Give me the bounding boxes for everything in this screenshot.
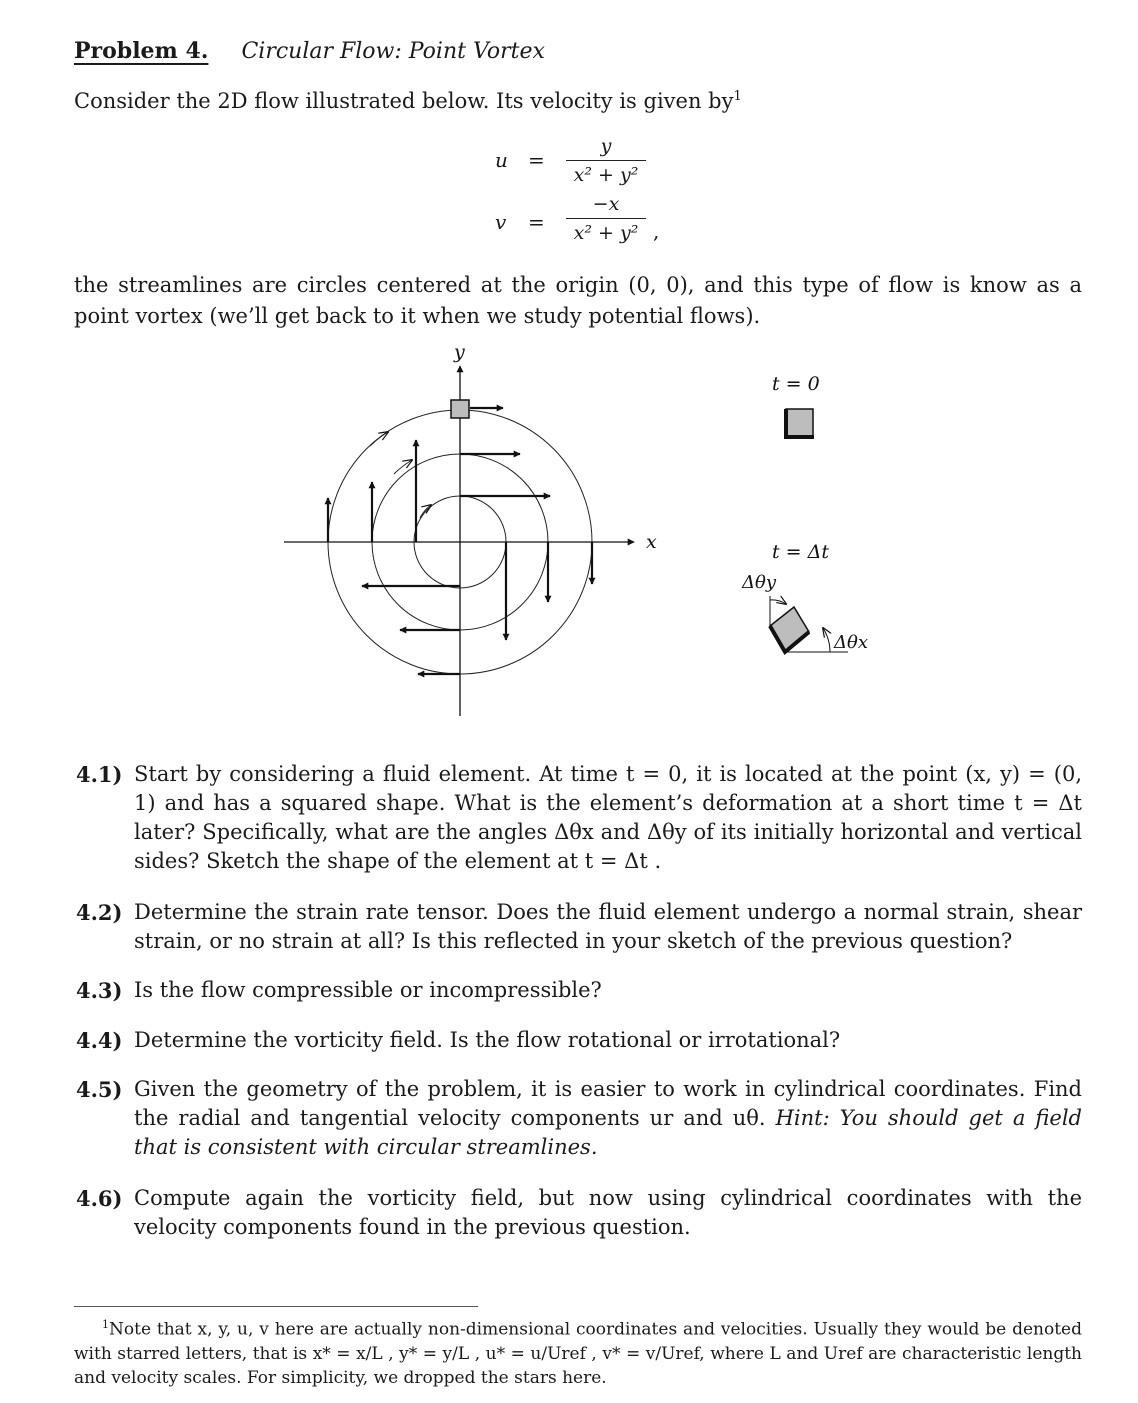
dtheta-y-label: Δθy bbox=[742, 572, 777, 593]
footnote bbox=[74, 1313, 1082, 1390]
question-4-4 bbox=[76, 1026, 1082, 1055]
question-hint: Hint: You should get a field that is consistent with circular streamlines. bbox=[134, 1106, 1082, 1159]
question-4-1 bbox=[76, 760, 1082, 876]
v-symbol: v bbox=[495, 210, 507, 234]
question-text: Is the flow compressible or incompressible? bbox=[134, 978, 602, 1002]
v-equals: = bbox=[528, 210, 545, 234]
dtheta-x-label: Δθx bbox=[834, 632, 868, 653]
question-number: 4.6) bbox=[76, 1186, 123, 1211]
footnote-reference: 1 bbox=[733, 89, 742, 104]
tdt-label: t = Δt bbox=[772, 541, 829, 563]
question-body: Given the geometry of the problem, it is easier to work in cylindrical coordinates. Find the radial and tangential velocity components ur and uθ. bbox=[134, 1077, 1082, 1130]
intro-text: Consider the 2D flow illustrated below. Its velocity is given by bbox=[74, 89, 734, 113]
u-symbol: u bbox=[495, 148, 508, 172]
question-4-2 bbox=[76, 898, 1082, 956]
v-denominator: x² + y² bbox=[573, 222, 639, 244]
problem-title: Circular Flow: Point Vortex bbox=[241, 39, 545, 64]
question-number: 4.5) bbox=[76, 1077, 123, 1102]
streamline-direction-arrow bbox=[370, 432, 388, 446]
question-text: Determine the strain rate tensor. Does the fluid element undergo a normal strain, shear strain, or no strain at all? Is this reflected in your sketch of the previous question? bbox=[134, 900, 1082, 953]
question-number: 4.3) bbox=[76, 978, 123, 1003]
element-t0 bbox=[786, 409, 813, 436]
dtheta-y-arc bbox=[770, 600, 786, 604]
u-denominator: x² + y² bbox=[573, 164, 639, 186]
streamline-direction-arrow bbox=[394, 460, 412, 474]
u-numerator: y bbox=[600, 135, 612, 157]
description-paragraph: the streamlines are circles centered at the origin (0, 0), and this type of flow is know as a point vortex (we’ll get back to it when we study potential flows). bbox=[74, 273, 1082, 328]
y-axis-label: y bbox=[454, 341, 465, 363]
problem-number: Problem 4. bbox=[74, 38, 209, 64]
question-number: 4.1) bbox=[76, 762, 123, 787]
u-equals: = bbox=[528, 148, 545, 172]
question-number: 4.4) bbox=[76, 1028, 123, 1053]
question-4-3 bbox=[76, 976, 1082, 1005]
question-4-6 bbox=[76, 1184, 1082, 1242]
equation-comma: , bbox=[653, 219, 660, 243]
element-tdt bbox=[770, 607, 809, 652]
v-numerator: −x bbox=[592, 193, 620, 215]
question-number: 4.2) bbox=[76, 900, 123, 925]
question-text: Start by considering a fluid element. At time t = 0, it is located at the point (x, y) = (0, 1) and has a squared shape. What is the element’s deformation at a short time t = Δt later? Specifically, what are the angles Δθx and Δθy of its initially horizontal and vertical sides? Sketch the shape of the element at t = Δt . bbox=[134, 762, 1082, 873]
footnote-mark: 1 bbox=[102, 1318, 109, 1331]
question-text: Determine the vorticity field. Is the flow rotational or irrotational? bbox=[134, 1028, 841, 1052]
x-axis-label: x bbox=[646, 531, 657, 553]
question-text: Compute again the vorticity field, but now using cylindrical coordinates with the velocity components found in the previous question. bbox=[134, 1186, 1082, 1239]
question-text bbox=[134, 1075, 1082, 1162]
footnote-text: Note that x, y, u, v here are actually non-dimensional coordinates and velocities. Usually they would be denoted with starred letters, that is x* = x/L , y* = y/L , u* = u/Uref , v* = v/Uref, where L and Uref are characteristic length and velocity scales. For simplicity, we dropped the stars here. bbox=[74, 1319, 1082, 1388]
question-4-5 bbox=[76, 1075, 1082, 1162]
dtheta-x-arc bbox=[823, 628, 830, 652]
t0-label: t = 0 bbox=[772, 373, 820, 395]
fluid-element bbox=[451, 400, 469, 418]
footnote-rule bbox=[74, 1306, 478, 1307]
